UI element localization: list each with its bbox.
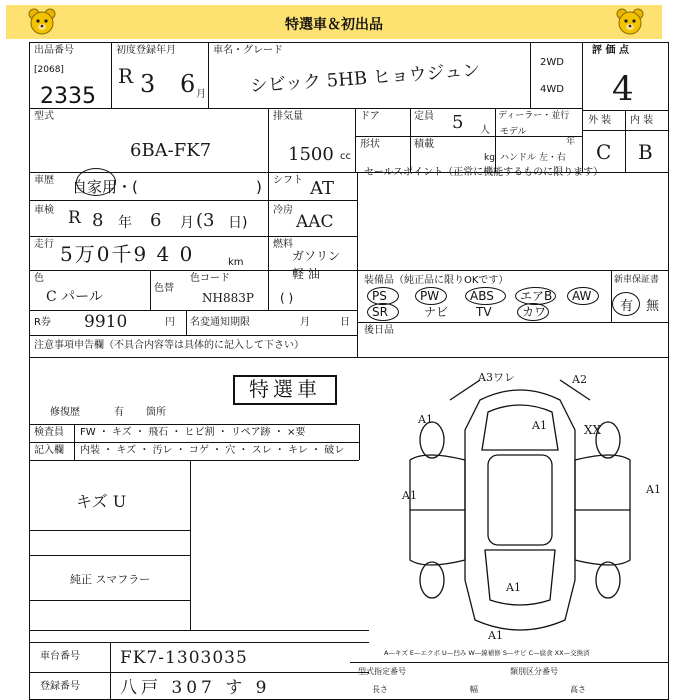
mark-a1: A1	[506, 581, 521, 594]
load-unit: kg	[484, 153, 495, 163]
fuel-label: 燃料	[273, 239, 293, 250]
dealer-label: ディーラー・並行	[498, 111, 570, 121]
equipment-item-3: エアB	[520, 289, 553, 303]
car-name-label: 車名・グレード	[213, 45, 283, 56]
mark-a1: A1	[402, 489, 417, 502]
displacement-unit: cc	[340, 151, 351, 162]
capacity-label: 定員	[414, 111, 434, 122]
damage-diagram	[370, 360, 670, 650]
name-change-label: 名変通知期限	[190, 317, 250, 328]
inspection-year: 8	[92, 210, 104, 231]
inspector-label: 検査員	[34, 427, 64, 438]
equipment-item-8: カワ	[522, 305, 547, 319]
rear-seat-label: 後日品	[364, 325, 394, 336]
capacity-value: 5	[452, 112, 464, 133]
warranty-label: 新車保証書	[614, 275, 660, 285]
reg-no-label: 登録番号	[40, 681, 80, 692]
name-change-day: 日	[340, 317, 350, 328]
first-reg-year: 3	[140, 70, 156, 98]
car-name-value: シビック 5HB ヒョウジュン	[249, 59, 481, 97]
color-value: C パール	[46, 289, 103, 305]
lot-number: 2335	[40, 84, 96, 109]
color-code: NH883P	[202, 291, 254, 305]
handle-label: ハンドル 左・右	[500, 153, 566, 163]
banner-title: 特選車＆初出品	[285, 17, 383, 33]
ext-label: 外 装	[588, 115, 612, 126]
model-year-label: モデル	[500, 127, 527, 137]
height-label: 高さ	[570, 685, 586, 694]
banner	[6, 5, 662, 39]
inspection-day-unit: 日)	[228, 215, 248, 231]
damage-legend: A—キズ E—エクボ U—凹み W—線補修 S—サビ C—腐食 XX—交換済	[384, 649, 590, 657]
inspection-era: R	[68, 208, 81, 228]
repair-loc: 箇所	[146, 407, 166, 418]
drive-4wd: 4WD	[540, 84, 564, 95]
mileage-label: 走行	[34, 239, 54, 250]
fuel-other: ( )	[280, 291, 294, 305]
selection-circle	[465, 287, 506, 305]
mark-a2: A2	[572, 373, 587, 386]
wheel-outline	[596, 562, 620, 598]
doors-label: ドア	[360, 111, 380, 122]
displacement-label: 排気量	[273, 111, 303, 122]
color-label: 色	[34, 273, 44, 284]
roof-outline	[488, 455, 552, 545]
int-grade: B	[638, 140, 653, 164]
chassis-label: 車台番号	[40, 651, 80, 662]
width-label: 幅	[470, 685, 478, 694]
inspection-day: (3	[196, 210, 215, 231]
recycle-value: 9910	[84, 312, 128, 332]
car-body-outline	[465, 390, 575, 630]
wheel-outline	[420, 562, 444, 598]
model-label: 型式	[34, 111, 54, 122]
entry-codes: 内装 ・ キズ ・ 汚レ ・ コゲ ・ 穴 ・ スレ ・ キレ ・ 破レ	[80, 445, 345, 456]
equipment-item-7: TV	[476, 305, 492, 319]
selection-circle	[567, 287, 599, 305]
notes-label: 注意事項申告欄（不具合内容等は具体的に記入して下さい）	[34, 340, 304, 351]
mileage-unit: km	[228, 257, 244, 268]
lot-sub: [2068]	[34, 65, 64, 75]
ac-label: 冷房	[273, 205, 293, 216]
inspection-year-unit: 年	[118, 215, 132, 231]
color-num-label: 色替	[154, 283, 174, 294]
int-label: 内 装	[630, 115, 654, 126]
mileage-value: 5万0千9 4 0	[60, 242, 195, 266]
score-value: 4	[612, 69, 634, 109]
ext-grade: C	[596, 140, 612, 164]
recycle-label: R券	[34, 317, 51, 328]
first-reg-label: 初度登録年月	[116, 45, 176, 56]
equipment-item-2: ABS	[470, 289, 494, 303]
type-number-label: 型式指定番号	[358, 667, 406, 676]
mark-a1: A1	[418, 413, 433, 426]
load-label: 積載	[414, 139, 434, 150]
ac-value: AAC	[296, 212, 334, 232]
selection-circle	[517, 303, 549, 321]
sales-point-label: セールスポイント（正常に機能するものに限ります）	[364, 167, 604, 178]
first-reg-era: R	[118, 64, 134, 88]
name-change-month: 月	[300, 317, 310, 328]
inspection-month-unit: 月	[180, 215, 194, 231]
history-label: 車歴	[34, 175, 54, 186]
shift-value: AT	[310, 178, 335, 199]
color-code-label: 色コード	[190, 273, 230, 284]
mark-a1: A1	[532, 419, 547, 432]
selection-circle	[612, 292, 640, 316]
class-number-label: 類別区分番号	[510, 667, 558, 676]
remark-line-2: 純正 スマフラー	[70, 573, 151, 586]
inspector-codes: FW ・ キズ ・ 飛石 ・ ヒビ割 ・ リペア跡 ・ ×要	[80, 427, 306, 438]
mark-a1: A1	[646, 483, 661, 496]
first-reg-month: 6	[180, 70, 196, 98]
drive-2wd: 2WD	[540, 57, 564, 68]
selection-circle	[76, 168, 116, 196]
equipment-item-5: SR	[372, 305, 388, 319]
reg-no-value: 八戸 307 す 9	[120, 678, 271, 698]
equipment-item-1: PW	[420, 289, 440, 303]
mark-a1: A1	[488, 629, 503, 642]
equipment-item-0: PS	[372, 289, 387, 303]
selection-circle	[367, 303, 399, 321]
length-label: 長さ	[372, 685, 388, 694]
fuel-diesel: 軽 油	[292, 267, 320, 281]
model-value: 6BA-FK7	[130, 140, 212, 161]
history-value: 自家用・(	[72, 178, 138, 196]
entry-label: 記入欄	[34, 445, 64, 456]
history-close: )	[256, 178, 262, 196]
first-reg-month-unit: 月	[196, 89, 206, 100]
selection-circle	[415, 287, 447, 305]
equipment-label: 装備品（純正品に限りOKです）	[364, 275, 509, 286]
bear-logo-icon	[616, 8, 644, 36]
repair-label: 修復歴	[50, 407, 80, 418]
equipment-item-4: AW	[572, 289, 592, 303]
score-label: 評 価 点	[592, 45, 629, 56]
wheel-outline	[420, 422, 444, 458]
mark-windshield: A3ワレ	[478, 371, 515, 384]
equipment-item-6: ナビ	[424, 305, 449, 319]
chassis-value: FK7-1303035	[120, 648, 248, 668]
shape-label: 形状	[360, 139, 380, 150]
repair-yes: 有	[114, 407, 124, 418]
fuel-gasoline: ガソリン	[292, 249, 341, 263]
remark-line-1: キズ U	[76, 492, 127, 511]
special-stamp: 特選車	[233, 375, 337, 405]
rear-window-outline	[485, 550, 555, 605]
shift-label: シフト	[273, 175, 303, 186]
lot-label: 出品番号	[34, 45, 74, 56]
warranty-no: 無	[646, 299, 660, 314]
inspection-label: 車検	[34, 205, 54, 216]
mark-xx: XX	[584, 423, 602, 437]
model-year-unit: 年	[566, 137, 576, 147]
inspection-month: 6	[150, 210, 162, 231]
displacement-value: 1500	[288, 144, 334, 165]
recycle-unit: 円	[165, 317, 175, 328]
warranty-yes: 有	[620, 299, 634, 314]
capacity-unit: 人	[480, 125, 490, 136]
